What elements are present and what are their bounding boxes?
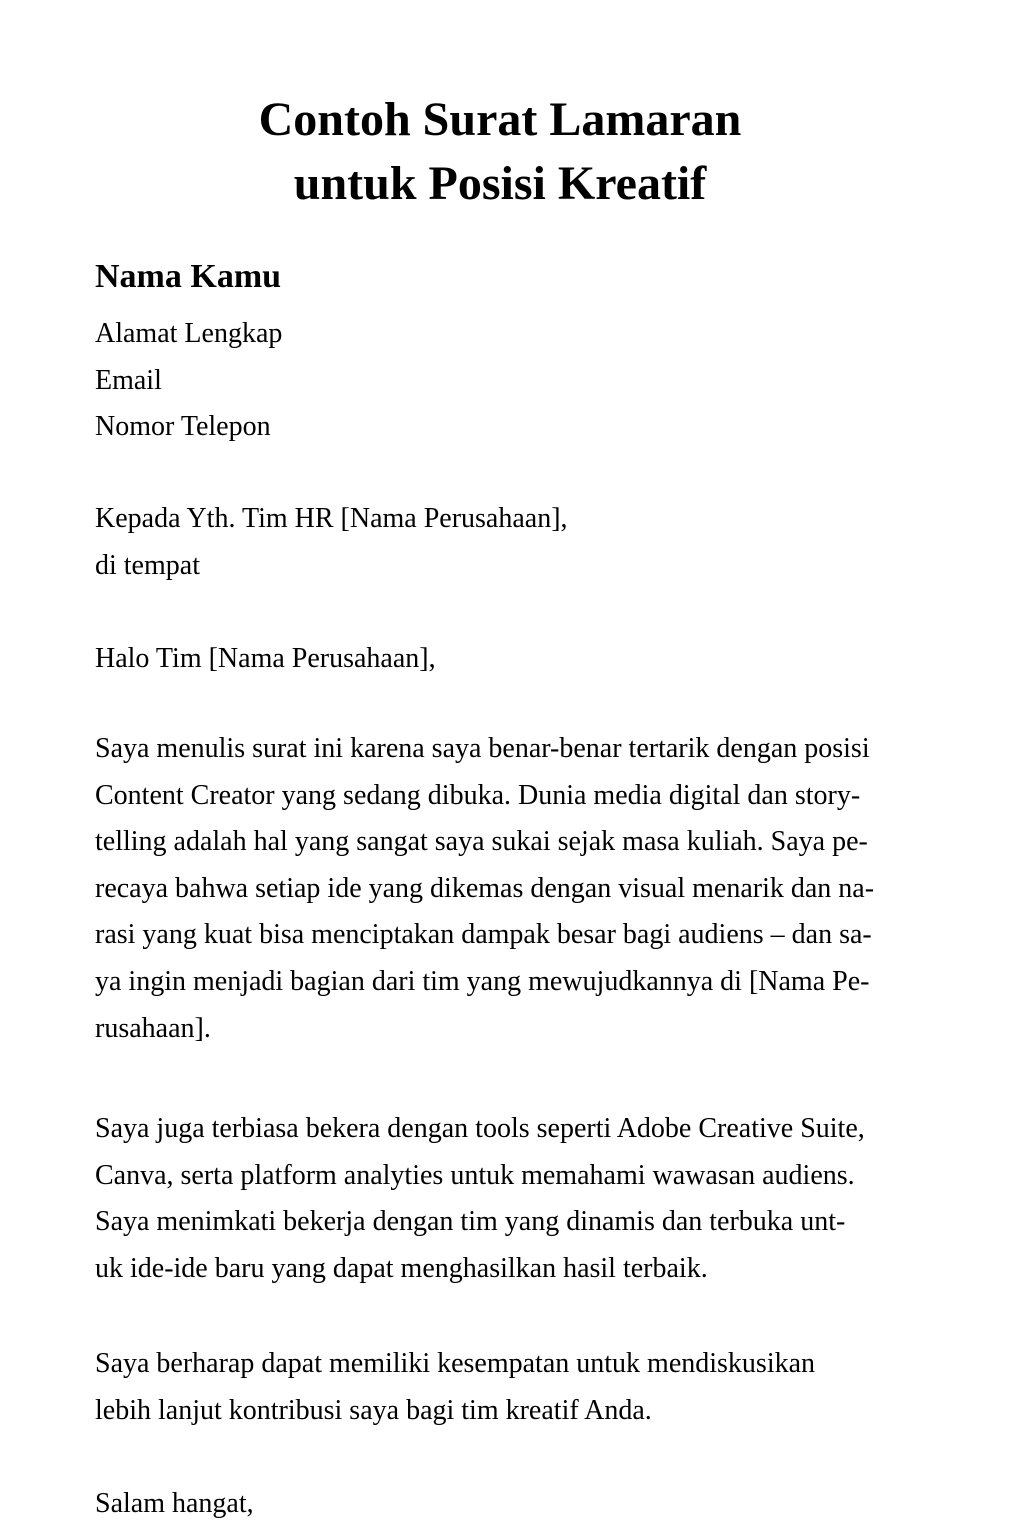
title-line: untuk Posisi Kreatif	[293, 157, 707, 210]
recipient	[95, 496, 568, 589]
paragraph-line: ya ingin menjadi bagian dari tim yang mewujudkannya di [Nama Pe-	[95, 965, 870, 997]
paragraph-3	[95, 1341, 815, 1434]
paragraph-line: Saya berharap dapat memiliki kesempatan untuk mendiskusikan	[95, 1348, 816, 1379]
paragraph-1	[95, 726, 874, 1052]
paragraph-line: rasi yang kuat bisa menciptakan dampak besar bagi audiens – dan sa-	[95, 919, 872, 951]
paragraph-line: Content Creator yang sedang dibuka. Dunia media digital dan story-	[95, 779, 861, 811]
greeting: Halo Tim [Nama Perusahaan],	[95, 643, 436, 674]
paragraph-line: Saya menulis surat ini karena saya benar-benar tertarik dengan posisi	[95, 733, 870, 764]
paragraph-line: uk ide-ide baru yang dapat menghasilkan hasil terbaik.	[95, 1252, 708, 1284]
closing: Salam hangat,	[95, 1488, 254, 1519]
sender-name: Nama Kamu	[95, 258, 282, 295]
paragraph-line: rusahaan].	[95, 1012, 211, 1044]
paragraph-line: Canva, serta platform analyties untuk memahami wawasan audiens.	[95, 1159, 855, 1191]
paragraph-line: telling adalah hal yang sangat saya sukai sejak masa kuliah. Saya pe-	[95, 826, 868, 858]
recipient-line: di tempat	[95, 549, 200, 581]
sender-email: Email	[95, 364, 162, 396]
sender-phone: Nomor Telepon	[95, 411, 271, 443]
paragraph-line: Saya juga terbiasa bekera dengan tools seperti Adobe Creative Suite,	[95, 1113, 865, 1144]
paragraph-line: Saya menimkati bekerja dengan tim yang dinamis dan terbuka unt-	[95, 1206, 846, 1238]
paragraph-line: lebih lanjut kontribusi saya bagi tim kreatif Anda.	[95, 1394, 652, 1426]
sender-address: Alamat Lengkap	[95, 318, 283, 349]
sender-contact	[95, 311, 282, 451]
paragraph-line: recaya bahwa setiap ide yang dikemas dengan visual menarik dan na-	[95, 872, 875, 904]
document-title	[0, 88, 1000, 216]
title-line: Contoh Surat Lamaran	[258, 93, 742, 146]
recipient-line: Kepada Yth. Tim HR [Nama Perusahaan],	[95, 503, 568, 534]
paragraph-2	[95, 1106, 865, 1292]
